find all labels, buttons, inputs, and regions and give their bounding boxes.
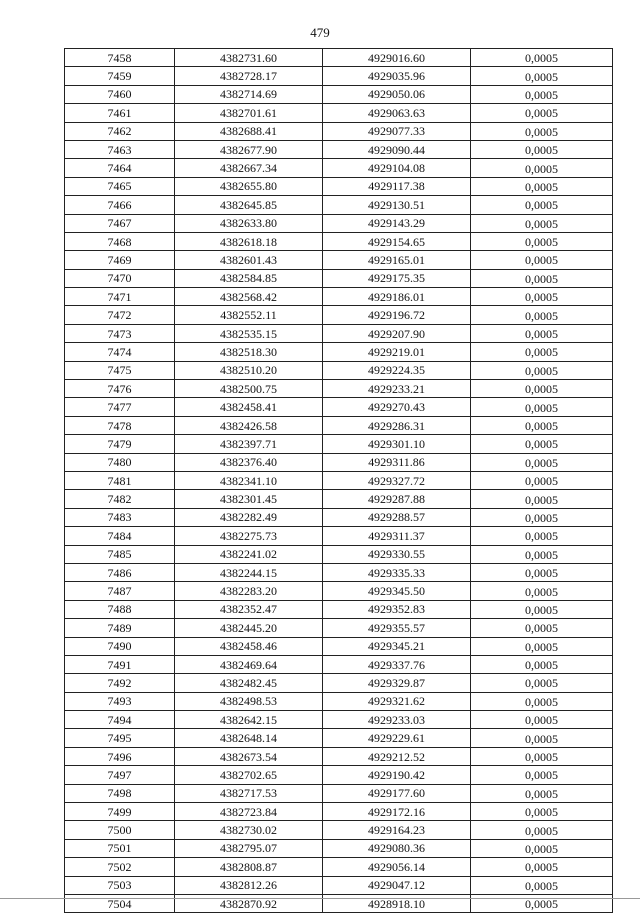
y-coordinate-cell: 4929207.90 (323, 324, 471, 342)
value-cell: 0,0005 (471, 398, 613, 416)
point-number-cell: 7498 (65, 784, 175, 802)
y-coordinate-cell: 4929286.31 (323, 416, 471, 434)
y-coordinate-cell: 4929224.35 (323, 361, 471, 379)
value-cell: 0,0005 (471, 288, 613, 306)
y-coordinate-cell: 4929190.42 (323, 766, 471, 784)
y-coordinate-cell: 4929345.21 (323, 637, 471, 655)
y-coordinate-cell: 4929175.35 (323, 269, 471, 287)
y-coordinate-cell: 4929154.65 (323, 232, 471, 250)
value-cell: 0,0005 (471, 343, 613, 361)
table-row (65, 380, 613, 398)
point-number-cell: 7501 (65, 839, 175, 857)
point-number-cell: 7464 (65, 159, 175, 177)
value-cell: 0,0005 (471, 508, 613, 526)
table-row (65, 67, 613, 85)
y-coordinate-cell: 4929352.83 (323, 600, 471, 618)
point-number-cell: 7475 (65, 361, 175, 379)
value-cell: 0,0005 (471, 104, 613, 122)
point-number-cell: 7485 (65, 545, 175, 563)
y-coordinate-cell: 4929288.57 (323, 508, 471, 526)
y-coordinate-cell: 4929090.44 (323, 140, 471, 158)
table-row (65, 416, 613, 434)
value-cell: 0,0005 (471, 380, 613, 398)
point-number-cell: 7476 (65, 380, 175, 398)
value-cell: 0,0005 (471, 692, 613, 710)
table-row (65, 49, 613, 67)
value-cell: 0,0005 (471, 637, 613, 655)
table-row (65, 122, 613, 140)
point-number-cell: 7502 (65, 858, 175, 876)
value-cell: 0,0005 (471, 49, 613, 67)
point-number-cell: 7477 (65, 398, 175, 416)
point-number-cell: 7479 (65, 435, 175, 453)
y-coordinate-cell: 4929301.10 (323, 435, 471, 453)
table-row (65, 104, 613, 122)
table-row (65, 582, 613, 600)
value-cell: 0,0005 (471, 674, 613, 692)
point-number-cell: 7471 (65, 288, 175, 306)
y-coordinate-cell: 4929016.60 (323, 49, 471, 67)
x-coordinate-cell: 4382648.14 (175, 729, 323, 747)
point-number-cell: 7460 (65, 85, 175, 103)
point-number-cell: 7486 (65, 563, 175, 581)
value-cell: 0,0005 (471, 582, 613, 600)
x-coordinate-cell: 4382601.43 (175, 251, 323, 269)
y-coordinate-cell: 4929164.23 (323, 821, 471, 839)
x-coordinate-cell: 4382701.61 (175, 104, 323, 122)
point-number-cell: 7487 (65, 582, 175, 600)
point-number-cell: 7468 (65, 232, 175, 250)
x-coordinate-cell: 4382714.69 (175, 85, 323, 103)
table-row (65, 251, 613, 269)
y-coordinate-cell: 4929056.14 (323, 858, 471, 876)
x-coordinate-cell: 4382397.71 (175, 435, 323, 453)
x-coordinate-cell: 4382458.41 (175, 398, 323, 416)
point-number-cell: 7503 (65, 876, 175, 894)
coordinates-table-container (64, 48, 612, 913)
point-number-cell: 7491 (65, 655, 175, 673)
x-coordinate-cell: 4382688.41 (175, 122, 323, 140)
point-number-cell: 7469 (65, 251, 175, 269)
x-coordinate-cell: 4382808.87 (175, 858, 323, 876)
value-cell: 0,0005 (471, 527, 613, 545)
value-cell: 0,0005 (471, 545, 613, 563)
y-coordinate-cell: 4929080.36 (323, 839, 471, 857)
table-row (65, 674, 613, 692)
point-number-cell: 7472 (65, 306, 175, 324)
table-row (65, 711, 613, 729)
table-row (65, 563, 613, 581)
value-cell: 0,0005 (471, 766, 613, 784)
table-row (65, 858, 613, 876)
value-cell: 0,0005 (471, 122, 613, 140)
y-coordinate-cell: 4929172.16 (323, 803, 471, 821)
table-row (65, 637, 613, 655)
table-row (65, 655, 613, 673)
value-cell: 0,0005 (471, 729, 613, 747)
value-cell: 0,0005 (471, 876, 613, 894)
point-number-cell: 7467 (65, 214, 175, 232)
value-cell: 0,0005 (471, 177, 613, 195)
y-coordinate-cell: 4929335.33 (323, 563, 471, 581)
x-coordinate-cell: 4382667.34 (175, 159, 323, 177)
point-number-cell: 7496 (65, 747, 175, 765)
x-coordinate-cell: 4382645.85 (175, 196, 323, 214)
value-cell: 0,0005 (471, 655, 613, 673)
x-coordinate-cell: 4382673.54 (175, 747, 323, 765)
y-coordinate-cell: 4929233.03 (323, 711, 471, 729)
y-coordinate-cell: 4929229.61 (323, 729, 471, 747)
x-coordinate-cell: 4382633.80 (175, 214, 323, 232)
y-coordinate-cell: 4929287.88 (323, 490, 471, 508)
point-number-cell: 7473 (65, 324, 175, 342)
point-number-cell: 7458 (65, 49, 175, 67)
table-row (65, 269, 613, 287)
value-cell: 0,0005 (471, 894, 613, 912)
x-coordinate-cell: 4382730.02 (175, 821, 323, 839)
value-cell: 0,0005 (471, 803, 613, 821)
x-coordinate-cell: 4382275.73 (175, 527, 323, 545)
table-row (65, 177, 613, 195)
y-coordinate-cell: 4929047.12 (323, 876, 471, 894)
y-coordinate-cell: 4929337.76 (323, 655, 471, 673)
coordinates-table (64, 48, 613, 913)
point-number-cell: 7463 (65, 140, 175, 158)
table-row (65, 324, 613, 342)
x-coordinate-cell: 4382482.45 (175, 674, 323, 692)
value-cell: 0,0005 (471, 784, 613, 802)
value-cell: 0,0005 (471, 435, 613, 453)
y-coordinate-cell: 4929330.55 (323, 545, 471, 563)
table-row (65, 747, 613, 765)
x-coordinate-cell: 4382677.90 (175, 140, 323, 158)
point-number-cell: 7470 (65, 269, 175, 287)
x-coordinate-cell: 4382510.20 (175, 361, 323, 379)
point-number-cell: 7474 (65, 343, 175, 361)
value-cell: 0,0005 (471, 563, 613, 581)
x-coordinate-cell: 4382341.10 (175, 471, 323, 489)
x-coordinate-cell: 4382469.64 (175, 655, 323, 673)
y-coordinate-cell: 4929050.06 (323, 85, 471, 103)
table-row (65, 766, 613, 784)
point-number-cell: 7494 (65, 711, 175, 729)
value-cell: 0,0005 (471, 269, 613, 287)
table-row (65, 527, 613, 545)
table-row (65, 600, 613, 618)
value-cell: 0,0005 (471, 251, 613, 269)
point-number-cell: 7500 (65, 821, 175, 839)
value-cell: 0,0005 (471, 140, 613, 158)
page-number: 479 (310, 25, 330, 40)
value-cell: 0,0005 (471, 85, 613, 103)
value-cell: 0,0005 (471, 600, 613, 618)
point-number-cell: 7490 (65, 637, 175, 655)
table-row (65, 214, 613, 232)
y-coordinate-cell: 4929063.63 (323, 104, 471, 122)
y-coordinate-cell: 4929355.57 (323, 619, 471, 637)
value-cell: 0,0005 (471, 361, 613, 379)
point-number-cell: 7459 (65, 67, 175, 85)
table-row (65, 490, 613, 508)
x-coordinate-cell: 4382655.80 (175, 177, 323, 195)
point-number-cell: 7484 (65, 527, 175, 545)
point-number-cell: 7493 (65, 692, 175, 710)
table-row (65, 821, 613, 839)
table-row (65, 545, 613, 563)
point-number-cell: 7465 (65, 177, 175, 195)
point-number-cell: 7478 (65, 416, 175, 434)
point-number-cell: 7480 (65, 453, 175, 471)
value-cell: 0,0005 (471, 453, 613, 471)
y-coordinate-cell: 4929219.01 (323, 343, 471, 361)
x-coordinate-cell: 4382552.11 (175, 306, 323, 324)
value-cell: 0,0005 (471, 490, 613, 508)
table-row (65, 159, 613, 177)
x-coordinate-cell: 4382301.45 (175, 490, 323, 508)
x-coordinate-cell: 4382812.26 (175, 876, 323, 894)
value-cell: 0,0005 (471, 232, 613, 250)
table-row (65, 508, 613, 526)
x-coordinate-cell: 4382241.02 (175, 545, 323, 563)
x-coordinate-cell: 4382535.15 (175, 324, 323, 342)
table-row (65, 876, 613, 894)
table-row (65, 784, 613, 802)
x-coordinate-cell: 4382795.07 (175, 839, 323, 857)
point-number-cell: 7497 (65, 766, 175, 784)
x-coordinate-cell: 4382642.15 (175, 711, 323, 729)
point-number-cell: 7482 (65, 490, 175, 508)
point-number-cell: 7499 (65, 803, 175, 821)
x-coordinate-cell: 4382731.60 (175, 49, 323, 67)
y-coordinate-cell: 4929165.01 (323, 251, 471, 269)
table-row (65, 692, 613, 710)
point-number-cell: 7492 (65, 674, 175, 692)
table-row (65, 361, 613, 379)
x-coordinate-cell: 4382870.92 (175, 894, 323, 912)
x-coordinate-cell: 4382702.65 (175, 766, 323, 784)
table-row (65, 196, 613, 214)
point-number-cell: 7466 (65, 196, 175, 214)
table-row (65, 803, 613, 821)
x-coordinate-cell: 4382458.46 (175, 637, 323, 655)
value-cell: 0,0005 (471, 416, 613, 434)
y-coordinate-cell: 4929143.29 (323, 214, 471, 232)
x-coordinate-cell: 4382244.15 (175, 563, 323, 581)
point-number-cell: 7489 (65, 619, 175, 637)
y-coordinate-cell: 4929035.96 (323, 67, 471, 85)
table-row (65, 140, 613, 158)
point-number-cell: 7504 (65, 894, 175, 912)
value-cell: 0,0005 (471, 159, 613, 177)
table-row (65, 839, 613, 857)
value-cell: 0,0005 (471, 67, 613, 85)
value-cell: 0,0005 (471, 858, 613, 876)
x-coordinate-cell: 4382500.75 (175, 380, 323, 398)
y-coordinate-cell: 4929321.62 (323, 692, 471, 710)
x-coordinate-cell: 4382376.40 (175, 453, 323, 471)
y-coordinate-cell: 4929186.01 (323, 288, 471, 306)
x-coordinate-cell: 4382717.53 (175, 784, 323, 802)
point-number-cell: 7495 (65, 729, 175, 747)
value-cell: 0,0005 (471, 821, 613, 839)
y-coordinate-cell: 4929345.50 (323, 582, 471, 600)
y-coordinate-cell: 4929077.33 (323, 122, 471, 140)
y-coordinate-cell: 4929130.51 (323, 196, 471, 214)
y-coordinate-cell: 4929104.08 (323, 159, 471, 177)
table-row (65, 288, 613, 306)
y-coordinate-cell: 4929270.43 (323, 398, 471, 416)
value-cell: 0,0005 (471, 747, 613, 765)
y-coordinate-cell: 4929212.52 (323, 747, 471, 765)
y-coordinate-cell: 4929177.60 (323, 784, 471, 802)
table-row (65, 306, 613, 324)
table-row (65, 619, 613, 637)
x-coordinate-cell: 4382584.85 (175, 269, 323, 287)
point-number-cell: 7461 (65, 104, 175, 122)
point-number-cell: 7481 (65, 471, 175, 489)
value-cell: 0,0005 (471, 306, 613, 324)
y-coordinate-cell: 4929329.87 (323, 674, 471, 692)
page-bottom-rule (0, 898, 640, 899)
table-row (65, 232, 613, 250)
x-coordinate-cell: 4382426.58 (175, 416, 323, 434)
x-coordinate-cell: 4382283.20 (175, 582, 323, 600)
x-coordinate-cell: 4382352.47 (175, 600, 323, 618)
table-row (65, 453, 613, 471)
point-number-cell: 7462 (65, 122, 175, 140)
value-cell: 0,0005 (471, 711, 613, 729)
x-coordinate-cell: 4382723.84 (175, 803, 323, 821)
value-cell: 0,0005 (471, 619, 613, 637)
y-coordinate-cell: 4928918.10 (323, 894, 471, 912)
table-row (65, 85, 613, 103)
x-coordinate-cell: 4382445.20 (175, 619, 323, 637)
y-coordinate-cell: 4929196.72 (323, 306, 471, 324)
point-number-cell: 7483 (65, 508, 175, 526)
table-row (65, 435, 613, 453)
y-coordinate-cell: 4929327.72 (323, 471, 471, 489)
x-coordinate-cell: 4382728.17 (175, 67, 323, 85)
x-coordinate-cell: 4382518.30 (175, 343, 323, 361)
y-coordinate-cell: 4929233.21 (323, 380, 471, 398)
table-row (65, 343, 613, 361)
table-row (65, 729, 613, 747)
x-coordinate-cell: 4382618.18 (175, 232, 323, 250)
point-number-cell: 7488 (65, 600, 175, 618)
y-coordinate-cell: 4929117.38 (323, 177, 471, 195)
value-cell: 0,0005 (471, 839, 613, 857)
table-row (65, 398, 613, 416)
table-row (65, 471, 613, 489)
x-coordinate-cell: 4382282.49 (175, 508, 323, 526)
value-cell: 0,0005 (471, 324, 613, 342)
coordinates-table-body (65, 49, 613, 913)
y-coordinate-cell: 4929311.37 (323, 527, 471, 545)
x-coordinate-cell: 4382568.42 (175, 288, 323, 306)
value-cell: 0,0005 (471, 471, 613, 489)
value-cell: 0,0005 (471, 196, 613, 214)
value-cell: 0,0005 (471, 214, 613, 232)
y-coordinate-cell: 4929311.86 (323, 453, 471, 471)
x-coordinate-cell: 4382498.53 (175, 692, 323, 710)
